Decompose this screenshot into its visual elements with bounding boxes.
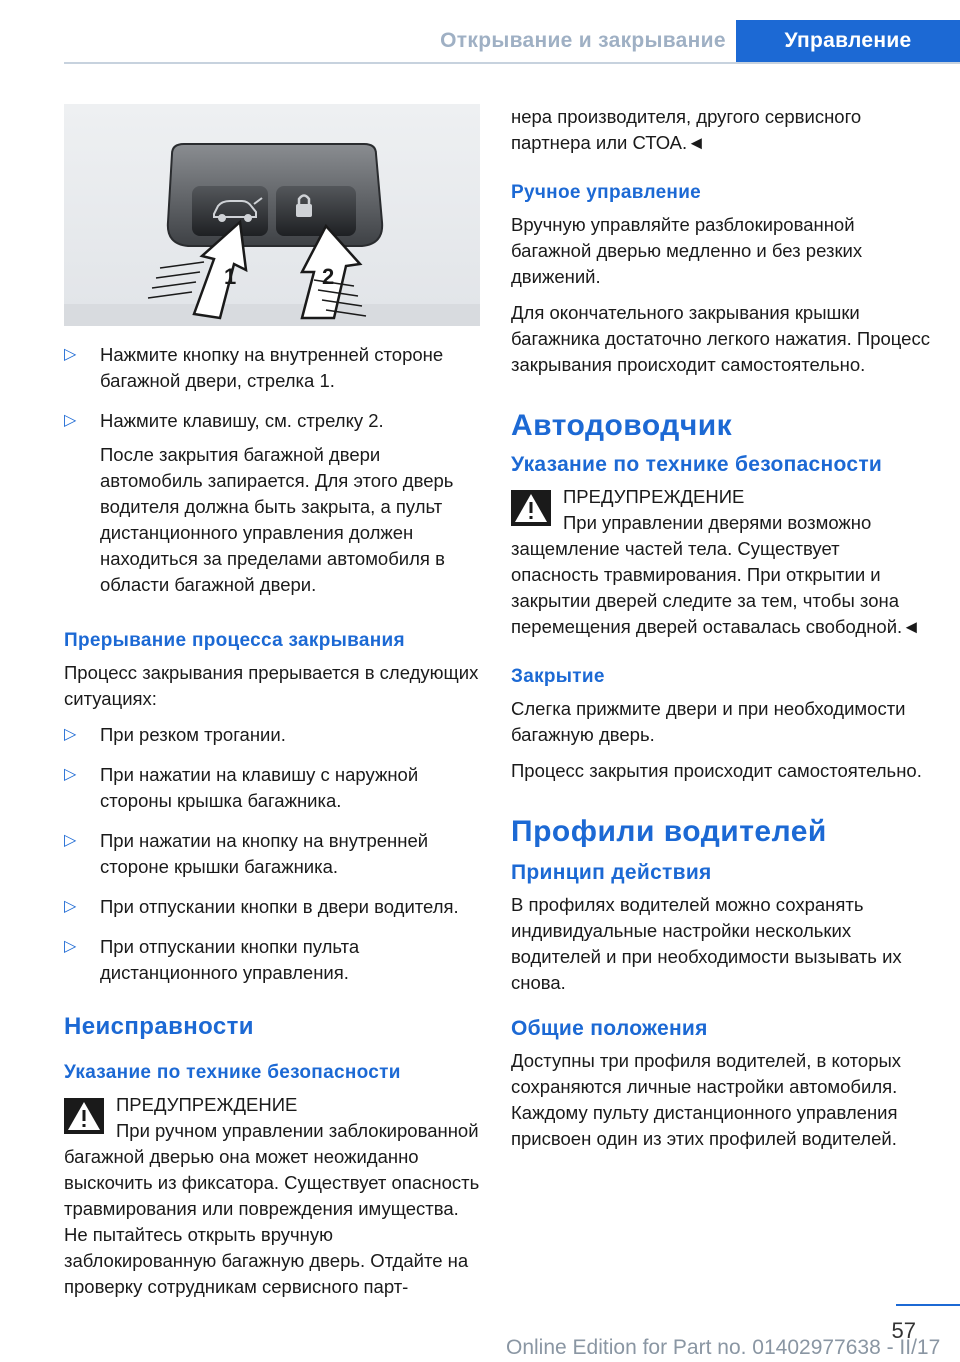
triangle-bullet-icon: ▷ (64, 412, 77, 429)
profiles-heading: Профили водителей (511, 815, 827, 848)
list-item-text: При нажатии на кнопку на внутренней стороне крышки багажника. (100, 830, 429, 877)
list-item-text: При отпускании кнопки в двери водителя. (100, 896, 459, 917)
warning-title: ПРЕДУПРЕЖДЕНИЕ (563, 486, 745, 507)
header-section-title: Открывание и закрывание (440, 29, 726, 52)
step-note: После закрытия багажной двери автомобиль запирается. Для этого дверь водителя должна быть закрыта, а пульт дистанционного управления должен находиться за пределами автомобиля в области багажной двери. (100, 444, 454, 595)
triangle-bullet-icon: ▷ (64, 346, 77, 363)
list-item-text: При нажатии на клавишу с наружной стороны крышка багажника. (100, 764, 419, 811)
lock-button-2 (276, 186, 356, 236)
continued-text: нера производителя, другого сервисного партнера или СТОА.◄ (511, 106, 862, 153)
header-rule (64, 62, 960, 64)
manual-heading: Ручное управление (511, 182, 702, 203)
triangle-bullet-icon: ▷ (64, 766, 77, 783)
edition-footer: Online Edition for Part no. 01402977638 - II/17 (506, 1336, 941, 1359)
step-item (64, 342, 484, 394)
general-paragraph: Доступны три профиля водителей, в которых сохраняются личные настройки автомобиля. Каждому пульту дистанционного управления присвоен один из этих профилей водителей. (511, 1050, 902, 1149)
manual-paragraph: Вручную управляйте разблокированной багажной дверью медленно и без резких движений. (511, 214, 863, 287)
right-column (511, 104, 931, 1162)
step-item (64, 408, 484, 434)
principle-paragraph: В профилях водителей можно сохранять индивидуальные настройки нескольких водителей и при необходимости вызывать их снова. (511, 894, 902, 993)
list-item-text: При отпускании кнопки пульта дистанционного управления. (100, 936, 360, 983)
soft-close-heading: Автодоводчик (511, 409, 733, 442)
closing-heading: Закрытие (511, 666, 605, 687)
page-number: 57 (891, 1318, 916, 1343)
interrupt-heading: Прерывание процесса закрывания (64, 630, 405, 651)
left-column (64, 104, 484, 1310)
triangle-bullet-icon: ▷ (64, 898, 77, 915)
faults-heading: Неисправности (64, 1013, 254, 1040)
safety-heading: Указание по технике безопасности (64, 1062, 401, 1083)
safety-heading: Указание по технике безопасности (511, 453, 883, 476)
warning-icon (511, 490, 551, 526)
step-text: Нажмите клавишу, см. стрелку 2. (100, 410, 384, 431)
arrow-2-label: 2 (322, 264, 335, 289)
figure-trunk-buttons (64, 104, 480, 326)
interrupt-intro: Процесс закрывания прерывается в следующих ситуациях: (64, 662, 479, 709)
page-number-rule (896, 1304, 960, 1306)
warning-block (64, 1092, 484, 1300)
header-chapter-tab: Управление (736, 20, 960, 62)
warning-text: При ручном управлении заблокированной багажной дверью она может неожиданно выскочить из фиксатора. Существует опасность травмирования или повреждения имущества. Не пытайтесь открыть вручную заблокированную багажную дверь. Отдайте на проверку сотрудникам сервисного парт- (64, 1120, 480, 1297)
triangle-bullet-icon: ▷ (64, 832, 77, 849)
warning-text: При управлении дверями возможно защемление частей тела. Существует опасность травмирования. При открытии и закрытии дверей следите за тем, чтобы зона перемещения дверей оставалась свободной.◄ (511, 512, 921, 637)
trunk-button-1 (192, 186, 268, 236)
list-item (64, 894, 484, 920)
manual-paragraph: Для окончательного закрывания крышки багажника достаточно легкого нажатия. Процесс закрывания происходит самостоятельно. (511, 302, 930, 375)
step-text: Нажмите кнопку на внутренней стороне багажной двери, стрелка 1. (100, 344, 444, 391)
closing-paragraph: Процесс закрытия происходит самостоятельно. (511, 760, 922, 781)
general-heading: Общие положения (511, 1017, 708, 1040)
list-item-text: При резком трогании. (100, 724, 286, 745)
warning-block (511, 484, 931, 640)
triangle-bullet-icon: ▷ (64, 726, 77, 743)
principle-heading: Принцип действия (511, 861, 712, 884)
triangle-bullet-icon: ▷ (64, 938, 77, 955)
list-item (64, 762, 484, 814)
list-item (64, 722, 484, 748)
warning-icon (64, 1098, 104, 1134)
list-item (64, 934, 484, 986)
closing-paragraph: Слегка прижмите двери и при необходимости багажную дверь. (511, 698, 906, 745)
warning-title: ПРЕДУПРЕЖДЕНИЕ (116, 1094, 298, 1115)
trunk-button-illustration (64, 104, 480, 326)
arrow-1-label: 1 (224, 264, 237, 289)
list-item (64, 828, 484, 880)
